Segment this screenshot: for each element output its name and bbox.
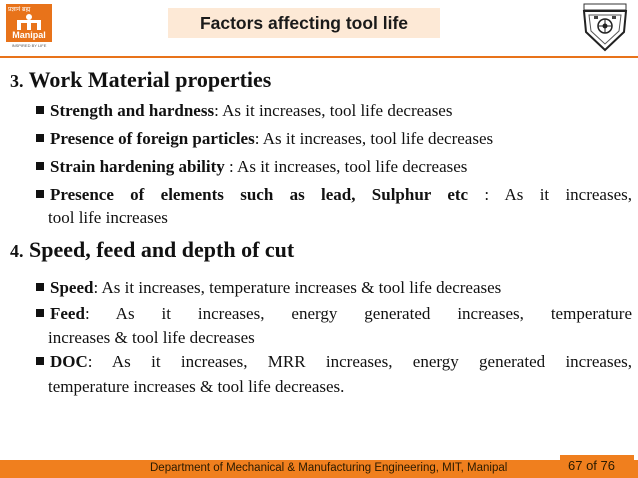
bullet-square-icon (36, 309, 44, 317)
bullet-square-icon (36, 190, 44, 198)
bullet-square-icon (36, 134, 44, 142)
bullet-square-icon (36, 162, 44, 170)
section-3-heading (10, 67, 271, 93)
manipal-logo-motto: प्रज्ञानं ब्रह्म (8, 6, 31, 13)
bullet-square-icon (36, 283, 44, 291)
manipal-logo-name: Manipal (12, 30, 46, 40)
page-number: 67 of 76 (568, 458, 615, 473)
section-3-number: 3. (10, 71, 24, 91)
section-3-title: Work Material properties (28, 67, 272, 92)
list-item: Presence of foreign particles: As it increases, tool life decreases (36, 127, 632, 150)
manipal-emblem-icon (15, 13, 43, 31)
footer-department: Department of Mechanical & Manufacturing Engineering, MIT, Manipal (150, 462, 508, 474)
slide-title: Factors affecting tool life (199, 13, 409, 33)
list-item-continuation: tool life increases (48, 208, 168, 227)
bullet-square-icon (36, 357, 44, 365)
list-item: Speed: As it increases, temperature increases & tool life decreases (36, 276, 632, 299)
list-item: DOC: As it increases, MRR increases, energy generated increases, (36, 350, 632, 373)
list-item: Feed: As it increases, energy generated increases, temperature (36, 302, 632, 325)
list-item: Strain hardening ability : As it increases, tool life decreases (36, 155, 632, 178)
list-item-continuation: increases & tool life decreases (48, 328, 255, 347)
manipal-logo (6, 4, 52, 48)
header-divider (0, 56, 638, 58)
section-4-title: Speed, feed and depth of cut (29, 237, 295, 262)
section-4-number: 4. (10, 241, 24, 261)
section-4-heading (10, 237, 294, 263)
list-item: Strength and hardness: As it increases, tool life decreases (36, 99, 632, 122)
mit-emblem-icon (578, 2, 632, 52)
list-item: Presence of elements such as lead, Sulphur etc : As it increases, (36, 183, 632, 206)
list-item-continuation: temperature increases & tool life decreases. (48, 377, 345, 396)
manipal-logo-tagline: INSPIRED BY LIFE (11, 43, 47, 48)
bullet-square-icon (36, 106, 44, 114)
